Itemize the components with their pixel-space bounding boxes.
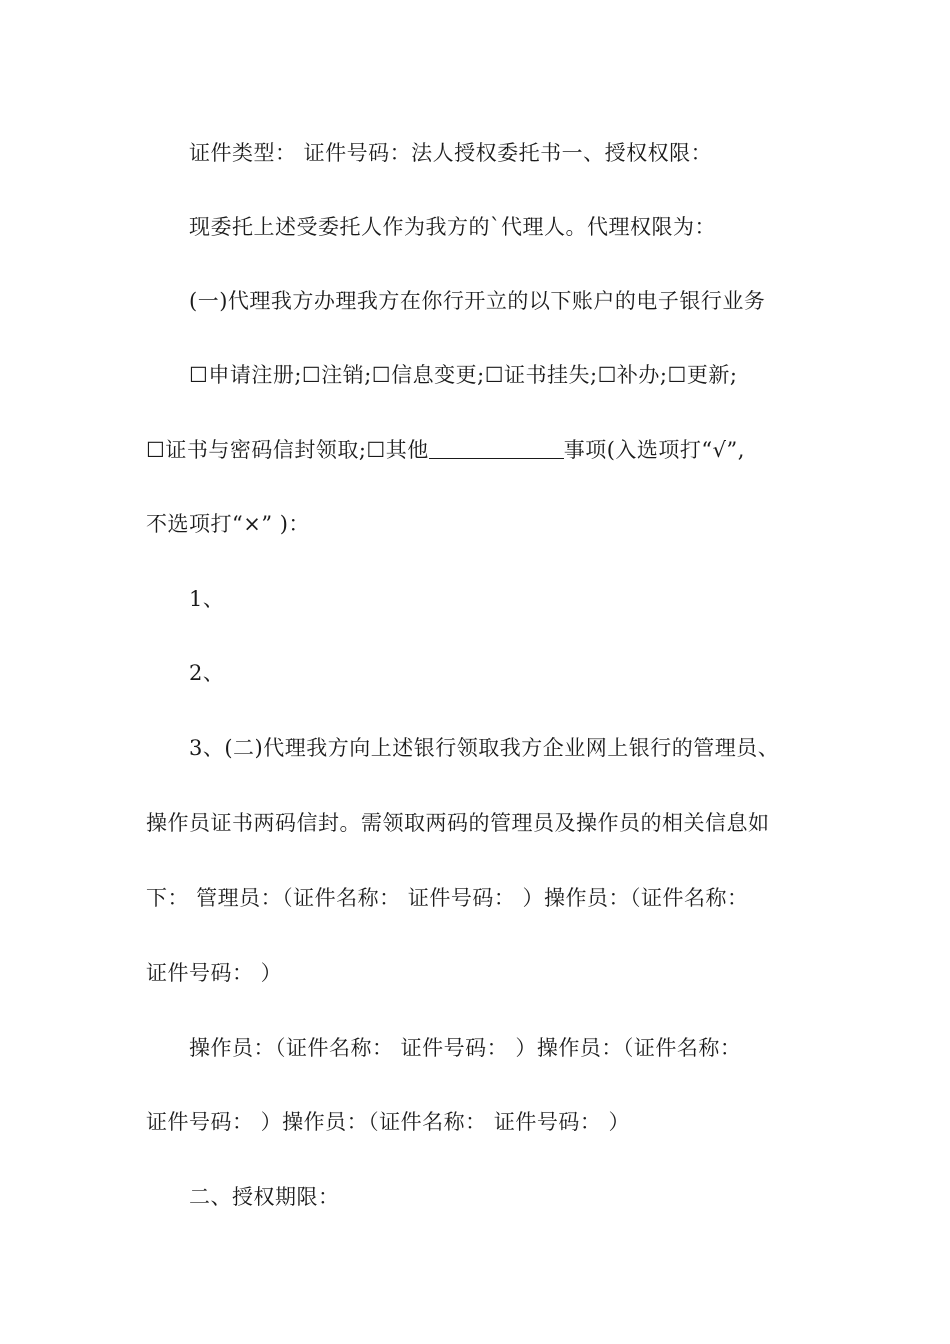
- doc-line-6: 不选项打“×” )：: [146, 512, 310, 536]
- doc-line-5: [146, 435, 836, 465]
- fill-in-blank: [429, 438, 564, 459]
- doc-line-8: 2、: [189, 661, 225, 685]
- doc-line-5-start: ☐证书与密码信封领取;☐其他: [146, 438, 429, 462]
- doc-line-3: (一)代理我方办理我方在你行开立的以下账户的电子银行业务: [189, 289, 766, 313]
- doc-line-12: 证件号码： ）: [146, 961, 283, 985]
- doc-line-11: 下： 管理员：（证件名称： 证件号码： ）操作员：（证件名称：: [146, 886, 749, 910]
- doc-line-13: 操作员：（证件名称： 证件号码： ）操作员：（证件名称：: [189, 1036, 742, 1060]
- doc-line-14: 证件号码： ）操作员：（证件名称： 证件号码： ）: [146, 1110, 631, 1134]
- doc-line-4: ☐申请注册;☐注销;☐信息变更;☐证书挂失;☐补办;☐更新;: [189, 363, 738, 387]
- doc-line-2: 现委托上述受委托人作为我方的`代理人。代理权限为：: [189, 215, 716, 239]
- doc-line-9: 3、(二)代理我方向上述银行领取我方企业网上银行的管理员、: [189, 736, 780, 760]
- doc-line-1: 证件类型： 证件号码：法人授权委托书一、授权权限：: [189, 141, 713, 165]
- doc-line-15: 二、授权期限：: [189, 1185, 340, 1209]
- doc-line-7: 1、: [189, 587, 225, 611]
- doc-line-5-end: 事项(入选项打“√”,: [563, 438, 745, 462]
- doc-line-10: 操作员证书两码信封。需领取两码的管理员及操作员的相关信息如: [146, 811, 770, 835]
